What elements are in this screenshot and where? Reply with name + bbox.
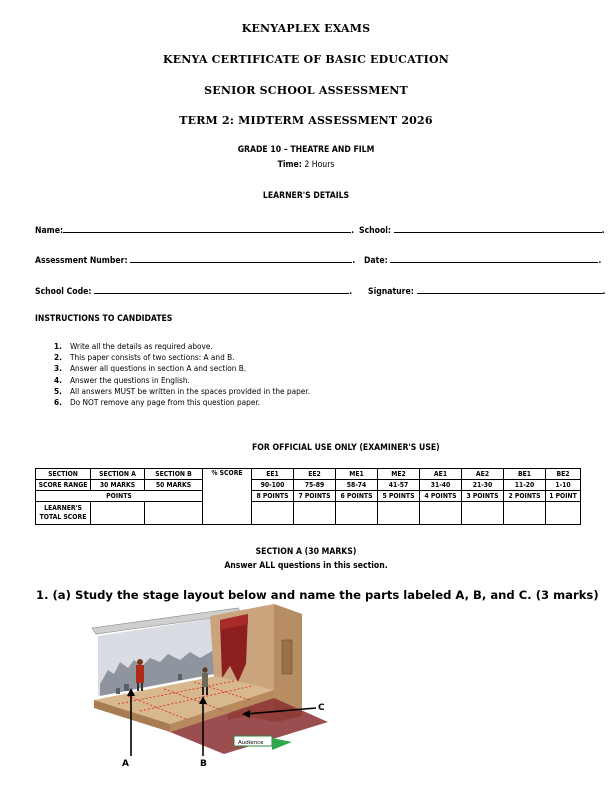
- signature-field[interactable]: Signature: .: [368, 287, 606, 297]
- table-header-cell: EE1: [252, 469, 294, 480]
- school-label: School:: [359, 226, 392, 236]
- table-header-cell: BE1: [504, 469, 546, 480]
- table-cell: 1-10: [546, 480, 581, 491]
- table-cell: LEARNER'S TOTAL SCORE: [36, 502, 91, 525]
- table-cell: 3 POINTS: [462, 491, 504, 502]
- table-cell: 11-20: [504, 480, 546, 491]
- instructions-heading: INSTRUCTIONS TO CANDIDATES: [35, 314, 173, 324]
- school-code-label: School Code:: [35, 287, 92, 297]
- table-cell: [420, 502, 462, 525]
- school-field[interactable]: School: .: [359, 226, 605, 236]
- learner-details-heading: LEARNER'S DETAILS: [262, 191, 350, 201]
- table-header-cell: EE2: [294, 469, 336, 480]
- date-label: Date:: [364, 256, 388, 266]
- table-header-cell: SECTION: [36, 469, 91, 480]
- table-header-cell: AE2: [462, 469, 504, 480]
- table-cell: 58-74: [336, 480, 378, 491]
- table-cell: 50 MARKS: [145, 480, 203, 491]
- name-field[interactable]: Name: .: [35, 226, 355, 236]
- table-row: [36, 491, 581, 502]
- instruction-item: 4. Answer the questions in English.: [54, 374, 190, 385]
- table-cell: 75-89: [294, 480, 336, 491]
- table-header-cell: ME1: [336, 469, 378, 480]
- table-cell: 30 MARKS: [91, 480, 145, 491]
- assessment-number-label: Assessment Number:: [35, 256, 128, 266]
- name-label: Name:: [35, 226, 64, 236]
- table-cell: 5 POINTS: [378, 491, 420, 502]
- exam-body-title: KENYAPLEX EXAMS: [241, 22, 371, 35]
- table-header-cell: SECTION A: [91, 469, 145, 480]
- time-line: [0, 160, 612, 170]
- assessment-level: SENIOR SCHOOL ASSESSMENT: [204, 84, 408, 97]
- section-a-heading: SECTION A (30 MARKS): [255, 547, 357, 557]
- table-header-cell: BE2: [546, 469, 581, 480]
- table-cell: 8 POINTS: [252, 491, 294, 502]
- label-b: B: [200, 759, 207, 769]
- label-a: A: [122, 759, 129, 769]
- table-header-cell: SECTION B: [145, 469, 203, 480]
- table-cell: [252, 502, 294, 525]
- table-row: [36, 502, 581, 525]
- table-cell: SCORE RANGE: [36, 480, 91, 491]
- table-cell: 90-100: [252, 480, 294, 491]
- instruction-item: 2. This paper consists of two sections: A and B.: [54, 352, 235, 363]
- table-cell: 41-57: [378, 480, 420, 491]
- term-title: TERM 2: MIDTERM ASSESSMENT 2026: [179, 114, 433, 127]
- table-row: [36, 469, 581, 480]
- score-input-a[interactable]: [91, 502, 145, 525]
- table-cell: 7 POINTS: [294, 491, 336, 502]
- time-label: Time:: [277, 160, 302, 170]
- subject-title: GRADE 10 – THEATRE AND FILM: [237, 145, 375, 155]
- table-cell: [336, 502, 378, 525]
- table-cell: 31-40: [420, 480, 462, 491]
- table-cell: 21-30: [462, 480, 504, 491]
- table-row: [36, 480, 581, 491]
- official-use-heading: FOR OFFICIAL USE ONLY (EXAMINER'S USE): [252, 443, 440, 453]
- date-field[interactable]: Date: .: [364, 256, 602, 266]
- table-cell: [294, 502, 336, 525]
- table-cell: 6 POINTS: [336, 491, 378, 502]
- instruction-item: 1. Write all the details as required above.: [54, 341, 213, 351]
- certificate-title: KENYA CERTIFICATE OF BASIC EDUCATION: [162, 53, 450, 66]
- table-header-cell: % SCORE: [203, 469, 252, 525]
- school-code-field[interactable]: School Code: .: [35, 287, 353, 297]
- instruction-item: 3. Answer all questions in section A and section B.: [54, 363, 247, 374]
- table-cell: [378, 502, 420, 525]
- table-cell: 2 POINTS: [504, 491, 546, 502]
- assessment-number-field[interactable]: Assessment Number: .: [35, 256, 356, 266]
- table-header-cell: ME2: [378, 469, 420, 480]
- table-cell: [504, 502, 546, 525]
- table-header-cell: AE1: [420, 469, 462, 480]
- label-c: C: [318, 703, 325, 713]
- table-cell: [546, 502, 581, 525]
- table-cell: POINTS: [36, 491, 203, 502]
- signature-label: Signature:: [368, 287, 414, 297]
- instructions-list: [54, 341, 310, 408]
- section-a-instruction: Answer ALL questions in this section.: [224, 561, 388, 571]
- table-cell: 1 POINT: [546, 491, 581, 502]
- table-cell: 4 POINTS: [420, 491, 462, 502]
- instruction-item: 5. All answers MUST be written in the spaces provided in the paper.: [54, 385, 310, 396]
- instruction-item: 6. Do NOT remove any page from this question paper.: [54, 396, 260, 407]
- stage-diagram: [88, 604, 328, 769]
- question-1a: 1. (a) Study the stage layout below and name the parts labeled A, B, and C. (3 marks): [36, 588, 599, 602]
- time-value: 2 Hours: [304, 160, 335, 170]
- table-cell: [462, 502, 504, 525]
- score-input-b[interactable]: [145, 502, 203, 525]
- score-table: [35, 468, 581, 525]
- audience-label: Audience: [238, 740, 264, 746]
